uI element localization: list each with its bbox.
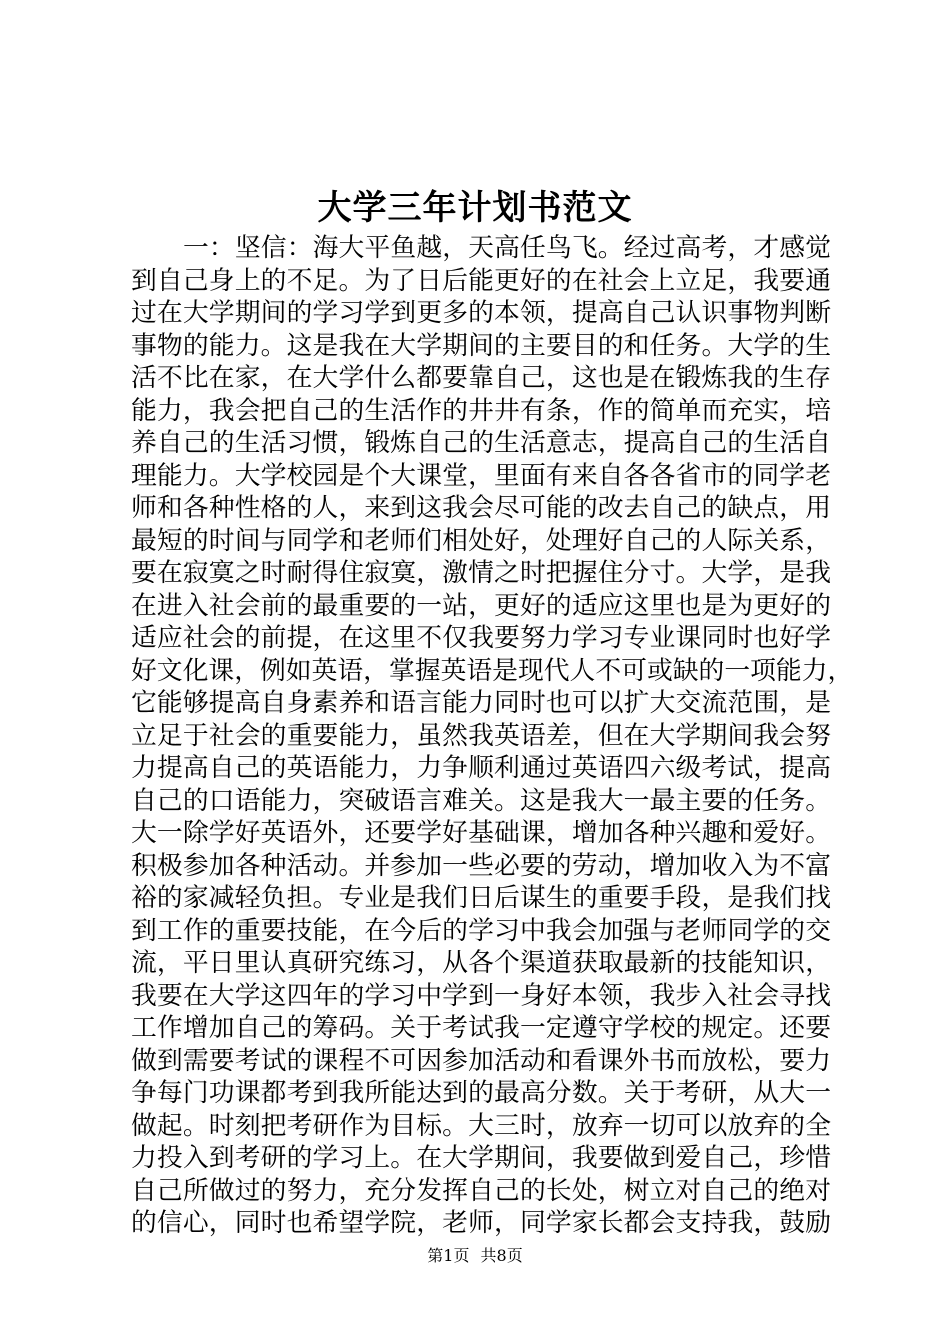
body-line: 工作增加自己的筹码。关于考试我一定遵守学校的规定。还要	[131, 1013, 831, 1043]
body-line: 立足于社会的重要能力，虽然我英语差，但在大学期间我会努	[131, 720, 831, 751]
body-line: 积极参加各种活动。并参加一些必要的劳动，增加收入为不富	[131, 850, 831, 881]
body-line: 我要在大学这四年的学习中学到一身好本领，我步入社会寻找	[131, 980, 831, 1011]
body-line: 活不比在家，在大学什么都要靠自己，这也是在锻炼我的生存	[131, 363, 831, 393]
body-line: 力提高自己的英语能力，力争顺利通过英语四六级考试，提高	[131, 753, 831, 783]
body-line: 要在寂寞之时耐得住寂寞，激情之时把握住分寸。大学，是我	[131, 558, 831, 588]
body-line: 做到需要考试的课程不可因参加活动和看课外书而放松，要力	[131, 1045, 831, 1076]
body-line: 理能力。大学校园是个大课堂，里面有来自各各省市的同学老	[131, 460, 831, 491]
body-line: 在进入社会前的最重要的一站，更好的适应这里也是为更好的	[131, 590, 831, 621]
body-line: 到自己身上的不足。为了日后能更好的在社会上立足，我要通	[131, 265, 831, 296]
body-line: 养自己的生活习惯，锻炼自己的生活意志，提高自己的生活自	[131, 428, 831, 458]
body-line: 流，平日里认真研究练习，从各个渠道获取最新的技能知识，	[131, 948, 831, 978]
body-line: 争每门功课都考到我所能达到的最高分数。关于考研，从大一	[131, 1078, 831, 1108]
body-line: 好文化课，例如英语，掌握英语是现代人不可或缺的一项能力，	[131, 655, 854, 686]
body-line: 做起。时刻把考研作为目标。大三时，放弃一切可以放弃的全	[131, 1110, 831, 1141]
body-line: 事物的能力。这是我在大学期间的主要目的和任务。大学的生	[131, 330, 831, 361]
body-line: 自己所做过的努力，充分发挥自己的长处，树立对自己的绝对	[131, 1175, 831, 1206]
body-line: 一：坚信：海大平鱼越，天高任鸟飞。经过高考，才感觉	[183, 233, 831, 263]
body-line: 最短的时间与同学和老师们相处好，处理好自己的人际关系，	[131, 525, 831, 556]
body-line: 师和各种性格的人，来到这我会尽可能的改去自己的缺点，用	[131, 493, 831, 523]
page-footer	[0, 1244, 950, 1268]
body-text	[131, 232, 854, 1240]
body-line: 适应社会的前提，在这里不仅我要努力学习专业课同时也好学	[131, 623, 831, 653]
body-line: 自己的口语能力，突破语言难关。这是我大一最主要的任务。	[131, 785, 831, 816]
page-total: 共8页	[480, 1246, 523, 1265]
body-line: 大一除学好英语外，还要学好基础课，增加各种兴趣和爱好。	[131, 818, 831, 848]
body-line: 裕的家减轻负担。专业是我们日后谋生的重要手段，是我们找	[131, 883, 831, 913]
body-line: 的信心，同时也希望学院，老师，同学家长都会支持我，鼓励	[131, 1208, 831, 1238]
body-line: 力投入到考研的学习上。在大学期间，我要做到爱自己，珍惜	[131, 1143, 831, 1173]
body-line: 到工作的重要技能，在今后的学习中我会加强与老师同学的交	[131, 915, 831, 946]
page-title: 大学三年计划书范文	[317, 188, 633, 228]
body-line: 它能够提高自身素养和语言能力同时也可以扩大交流范围，是	[131, 688, 831, 718]
body-line: 能力，我会把自己的生活作的井井有条，作的简单而充实，培	[131, 395, 831, 426]
page-number: 第1页	[427, 1246, 470, 1265]
body-line: 过在大学期间的学习学到更多的本领，提高自己认识事物判断	[131, 298, 831, 328]
